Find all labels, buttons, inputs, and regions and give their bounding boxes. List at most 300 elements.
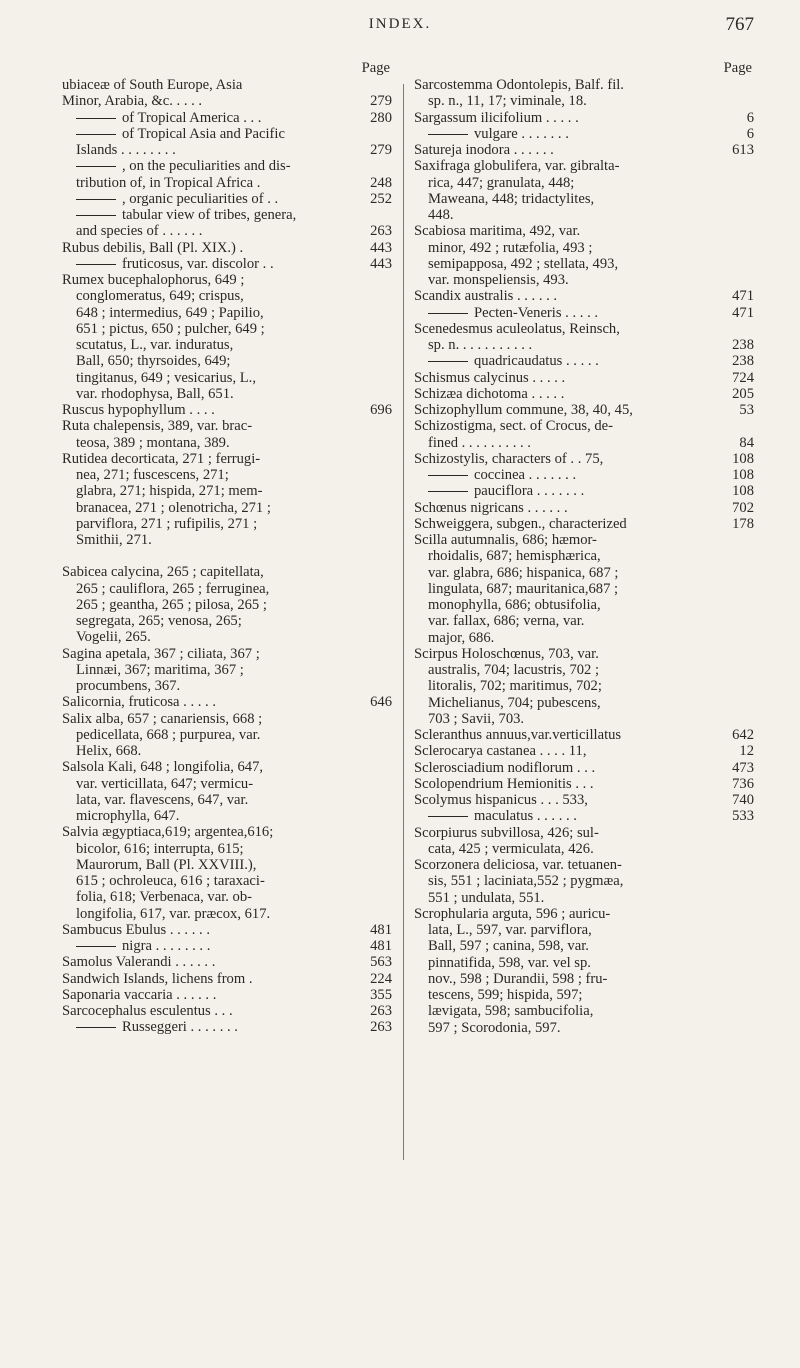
index-line	[62, 532, 392, 548]
index-entry-text: 615 ; ochroleuca, 616 ; taraxaci-	[76, 873, 265, 889]
index-line	[414, 1020, 754, 1036]
ditto-dash	[428, 361, 468, 362]
page-ref: 696	[370, 402, 392, 418]
page-ref: 355	[370, 986, 392, 1003]
index-entry-text: nigra . . . . . . . .	[122, 938, 211, 954]
index-line-text	[62, 435, 230, 451]
index-entry-text: lata, L., 597, var. parviflora,	[428, 922, 592, 938]
index-line	[414, 321, 754, 337]
page-ref: 280	[370, 109, 392, 126]
index-line	[62, 906, 392, 922]
index-line	[62, 256, 392, 272]
index-line-text	[414, 321, 620, 337]
page-ref: 471	[732, 304, 754, 321]
index-line-text	[414, 337, 532, 353]
index-line-text	[414, 77, 624, 93]
index-entry-text: monophylla, 686; obtusifolia,	[428, 597, 601, 613]
index-line-text	[414, 1003, 593, 1019]
index-line	[62, 759, 392, 775]
index-line	[414, 142, 754, 158]
index-line-text	[414, 467, 576, 483]
index-line-text	[414, 305, 598, 321]
index-line	[62, 223, 392, 239]
index-entry-text: Scandix australis . . . . . .	[414, 288, 558, 305]
index-line-text	[414, 776, 594, 792]
index-line	[414, 483, 754, 499]
column-divider	[403, 84, 404, 1160]
index-entry-text: scutatus, L., var. induratus,	[76, 337, 234, 353]
page-ref: 205	[732, 385, 754, 402]
page-ref: 238	[732, 353, 754, 370]
index-line	[62, 1003, 392, 1019]
index-entry-text: branacea, 271 ; olenotricha, 271 ;	[76, 499, 271, 516]
index-line	[414, 353, 754, 369]
index-entry-text: quadricaudatus . . . . .	[474, 353, 599, 370]
index-line	[414, 288, 754, 304]
index-line-text	[62, 564, 264, 580]
index-line	[62, 500, 392, 516]
index-entry-text: teosa, 389 ; montana, 389.	[76, 434, 230, 451]
index-entry-text: procumbens, 367.	[76, 678, 181, 694]
index-entry-text: Ruscus hypophyllum . . . .	[62, 402, 215, 418]
index-line	[62, 613, 392, 629]
index-entry-text: lingulata, 687; mauritanica,687 ;	[428, 580, 619, 597]
index-line	[414, 158, 754, 174]
index-line-text	[62, 207, 296, 223]
index-line	[62, 337, 392, 353]
index-line	[62, 873, 392, 889]
page-ref: 53	[739, 402, 754, 418]
index-line-text	[414, 418, 613, 434]
index-line-text	[62, 824, 273, 840]
index-entry-text: Rubus debilis, Ball (Pl. XIX.) .	[62, 239, 244, 256]
running-header	[0, 14, 800, 42]
index-line-text	[62, 727, 260, 743]
index-line-text	[62, 776, 253, 792]
index-line	[62, 207, 392, 223]
index-entry-text: coccinea . . . . . . .	[474, 467, 577, 483]
page-ref: 533	[732, 808, 754, 825]
index-entry-text: Rutidea decorticata, 271 ; ferrugi-	[62, 450, 261, 467]
index-line-text	[62, 337, 233, 353]
index-line-text	[414, 483, 584, 499]
index-line-text	[62, 77, 242, 93]
index-line	[414, 646, 754, 662]
page-ref: 238	[732, 337, 754, 353]
index-entry-text: Scorzonera deliciosa, var. tetuanen-	[414, 857, 622, 873]
index-line	[62, 126, 392, 142]
index-line	[62, 743, 392, 759]
index-entry-text: 703 ; Savii, 703.	[428, 710, 525, 727]
index-line	[414, 792, 754, 808]
page-ref: 740	[732, 792, 754, 808]
index-entry-text: Maweana, 448; tridactylites,	[428, 190, 595, 207]
page-ref: 473	[732, 759, 754, 776]
index-line-text	[62, 1019, 238, 1035]
index-line-text	[62, 370, 256, 386]
index-entry-text: Michelianus, 704; pubescens,	[428, 694, 601, 711]
index-entry-text: longifolia, 617, var. præcox, 617.	[76, 905, 271, 922]
index-entry-text: Smithii, 271.	[76, 532, 152, 548]
index-line-text	[62, 597, 267, 613]
index-entry-text: var. verticillata, 647; vermicu-	[76, 775, 254, 792]
index-line-text	[62, 223, 202, 239]
index-line	[414, 565, 754, 581]
index-line-text	[414, 256, 618, 272]
index-line	[62, 418, 392, 434]
index-entry-text: lata, var. flavescens, 647, var.	[76, 791, 249, 808]
index-line-text	[414, 727, 621, 743]
index-entry-text: and species of . . . . . .	[76, 223, 203, 240]
index-line	[414, 695, 754, 711]
index-entry-text: litoralis, 702; maritimus, 702;	[428, 678, 602, 695]
index-line-text	[414, 158, 619, 174]
index-line-text	[62, 873, 265, 889]
index-line-text	[62, 1003, 233, 1019]
index-line-text	[414, 126, 569, 142]
index-line-text	[414, 565, 618, 581]
page-ref: 263	[370, 223, 392, 240]
index-line-text	[414, 825, 599, 841]
index-entry-text: vulgare . . . . . . .	[474, 125, 569, 142]
index-entry-text: Sargassum ilicifolium . . . . .	[414, 109, 579, 126]
index-line-text	[414, 873, 623, 889]
index-line-text	[414, 646, 599, 662]
index-line	[414, 370, 754, 386]
index-line	[62, 483, 392, 499]
running-title: INDEX.	[368, 16, 432, 32]
index-entry-text: sp. n., 11, 17; viminale, 18.	[428, 93, 587, 110]
page-ref: 279	[370, 93, 392, 110]
index-line-text	[62, 158, 291, 174]
page-ref: 642	[732, 727, 754, 743]
index-entry-text: Scolymus hispanicus . . . 533,	[414, 792, 588, 808]
page-number: 767	[725, 14, 754, 35]
index-line	[414, 971, 754, 987]
index-line-text	[62, 792, 248, 808]
index-entry-text: Scolopendrium Hemionitis . . .	[414, 775, 594, 792]
page-ref: 6	[746, 109, 754, 126]
page-ref: 481	[370, 921, 392, 938]
index-line	[414, 1003, 754, 1019]
index-column-left	[62, 56, 392, 1036]
ditto-dash	[76, 134, 116, 135]
index-line-text	[62, 971, 253, 987]
ditto-dash	[428, 491, 468, 492]
index-entry-text: Salvia ægyptiaca,619; argentea,616;	[62, 824, 274, 841]
index-line	[414, 435, 754, 451]
ditto-dash	[428, 816, 468, 817]
index-entry-text: rica, 447; granulata, 448;	[428, 174, 575, 191]
index-line	[62, 305, 392, 321]
index-entry-text: Russeggeri . . . . . . .	[122, 1019, 238, 1036]
ditto-dash	[76, 946, 116, 947]
page-ref: 471	[732, 288, 754, 305]
index-entry-text: Schizostigma, sect. of Crocus, de-	[414, 418, 613, 435]
index-entry-text: Ball, 650; thyrsoides, 649;	[76, 353, 231, 370]
index-line	[414, 532, 754, 548]
index-line-text	[414, 272, 569, 288]
index-line-text	[62, 922, 210, 938]
index-entry-text: nov., 598 ; Durandii, 598 ; fru-	[428, 970, 608, 987]
index-line-text	[62, 240, 243, 256]
index-line-text	[62, 662, 244, 678]
index-line	[62, 272, 392, 288]
index-line	[62, 841, 392, 857]
index-line-text	[62, 694, 216, 710]
index-line	[62, 889, 392, 905]
index-entry-text: Sclerosciadium nodiflorum . . .	[414, 759, 596, 776]
index-line-text	[414, 906, 610, 922]
left-entries	[62, 77, 392, 1036]
index-line-text	[62, 110, 261, 126]
index-entry-text: Saponaria vaccaria . . . . . .	[62, 986, 217, 1003]
index-line	[414, 516, 754, 532]
index-line	[414, 922, 754, 938]
index-line-text	[62, 581, 269, 597]
index-line	[414, 841, 754, 857]
index-line	[62, 597, 392, 613]
index-line	[414, 938, 754, 954]
index-line-text	[414, 743, 586, 759]
index-entry-text: minor, 492 ; rutæfolia, 493 ;	[428, 239, 593, 256]
index-line-text	[414, 581, 618, 597]
index-line	[62, 581, 392, 597]
index-line-text	[62, 272, 244, 288]
index-line	[414, 613, 754, 629]
index-line-text	[62, 857, 256, 873]
index-line	[62, 711, 392, 727]
index-entry-text: parviflora, 271 ; rufipilis, 271 ;	[76, 515, 258, 532]
index-line-text	[62, 126, 285, 142]
index-entry-text: Scrophularia arguta, 596 ; auricu-	[414, 905, 611, 922]
index-line-text	[62, 288, 244, 304]
index-line-text	[414, 191, 594, 207]
index-line	[62, 824, 392, 840]
index-line	[62, 808, 392, 824]
index-line-text	[62, 906, 270, 922]
index-line-text	[62, 532, 152, 548]
column-page-label: Page	[361, 60, 390, 76]
index-line	[414, 760, 754, 776]
index-entry-text: Sarcostemma Odontolepis, Balf. fil.	[414, 77, 624, 93]
index-entry-text: var. glabra, 686; hispanica, 687 ;	[428, 564, 619, 581]
page-ref: 178	[732, 515, 754, 532]
index-line	[62, 93, 392, 109]
ditto-dash	[76, 215, 116, 216]
index-line-text	[414, 532, 597, 548]
index-line-text	[414, 240, 592, 256]
index-entry-text: tescens, 599; hispida, 597;	[428, 987, 583, 1003]
index-entry-text: pedicellata, 668 ; purpurea, var.	[76, 726, 261, 743]
index-line	[414, 337, 754, 353]
index-line	[414, 873, 754, 889]
index-line	[414, 825, 754, 841]
index-line	[414, 727, 754, 743]
index-entry-text: pauciflora . . . . . . .	[474, 483, 585, 500]
index-line-text	[414, 792, 588, 808]
index-entry-text: lævigata, 598; sambucifolia,	[428, 1003, 594, 1020]
index-line	[414, 93, 754, 109]
index-line-text	[414, 451, 603, 467]
index-line	[414, 906, 754, 922]
index-entry-text: folia, 618; Verbenaca, var. ob-	[76, 889, 253, 906]
page-ref: 108	[732, 467, 754, 483]
index-line-text	[62, 954, 215, 970]
index-line	[62, 629, 392, 645]
index-entry-text: Sabicea calycina, 265 ; capitellata,	[62, 564, 264, 581]
index-entry-text: Linnæi, 367; maritima, 367 ;	[76, 661, 244, 678]
index-line-text	[414, 93, 587, 109]
index-line	[62, 435, 392, 451]
index-line	[414, 743, 754, 759]
index-entry-text: Scorpiurus subvillosa, 426; sul-	[414, 824, 599, 841]
index-line	[62, 353, 392, 369]
index-line-text	[414, 987, 582, 1003]
index-entry-text: Islands . . . . . . . .	[76, 142, 176, 158]
index-entry-text: Sambucus Ebulus . . . . . .	[62, 921, 210, 938]
index-line-text	[414, 841, 594, 857]
index-entry-text: Pecten-Veneris . . . . .	[474, 304, 599, 321]
index-entry-text: 448.	[428, 207, 454, 223]
index-line	[414, 175, 754, 191]
index-entry-text: var. monspeliensis, 493.	[428, 272, 569, 288]
index-line-text	[62, 678, 180, 694]
page-ref: 563	[370, 954, 392, 971]
ditto-dash	[428, 475, 468, 476]
index-line	[62, 191, 392, 207]
index-entry-text: 265 ; cauliflora, 265 ; ferruginea,	[76, 580, 270, 597]
page-ref: 252	[370, 190, 392, 207]
index-line	[414, 223, 754, 239]
index-entry-text: Maurorum, Ball (Pl. XXVIII.),	[76, 856, 257, 873]
index-entry-text: Scirpus Holoschœnus, 703, var.	[414, 645, 599, 662]
index-line	[62, 288, 392, 304]
index-entry-text: Scabiosa maritima, 492, var.	[414, 223, 581, 240]
index-entry-text: Samolus Valerandi . . . . . .	[62, 954, 216, 971]
index-line	[62, 516, 392, 532]
index-line	[414, 857, 754, 873]
index-line-text	[62, 759, 263, 775]
index-line	[414, 386, 754, 402]
index-entry-text: Salix alba, 657 ; canariensis, 668 ;	[62, 710, 263, 727]
page-ref: 443	[370, 255, 392, 272]
index-entry-text: , on the peculiarities and dis-	[122, 158, 291, 175]
index-line-text	[414, 370, 565, 386]
index-entry-text: maculatus . . . . . .	[474, 808, 577, 825]
index-entry-text: microphylla, 647.	[76, 808, 180, 824]
page-ref: 481	[370, 938, 392, 954]
index-entry-text: ubiaceæ of South Europe, Asia	[62, 77, 243, 93]
index-line-text	[62, 191, 278, 207]
index-entry-text: conglomeratus, 649; crispus,	[76, 288, 244, 305]
index-line	[62, 776, 392, 792]
index-line-text	[62, 483, 262, 499]
index-line	[414, 305, 754, 321]
index-line-text	[62, 500, 271, 516]
index-line-text	[62, 402, 215, 418]
page-ref: 248	[370, 174, 392, 191]
index-line	[414, 110, 754, 126]
index-entry-text: Sarcocephalus esculentus . . .	[62, 1003, 233, 1019]
index-line	[62, 77, 392, 93]
page-ref: 702	[732, 499, 754, 516]
index-entry-text: Salicornia, fruticosa . . . . .	[62, 694, 217, 711]
index-line-text	[62, 451, 260, 467]
index-entry-text: tingitanus, 649 ; vesicarius, L.,	[76, 369, 256, 386]
index-line-text	[414, 955, 591, 971]
index-entry-text: Schizostylis, characters of . . 75,	[414, 450, 604, 467]
index-line-text	[414, 223, 580, 239]
index-line	[62, 386, 392, 402]
index-entry-text: Scilla autumnalis, 686; hæmor-	[414, 532, 597, 548]
index-entry-text: 651 ; pictus, 650 ; pulcher, 649 ;	[76, 320, 265, 337]
index-line-text	[62, 646, 260, 662]
index-line-text	[414, 890, 544, 906]
index-line-text	[62, 889, 252, 905]
index-line-text	[414, 597, 601, 613]
index-entry-text: Satureja inodora . . . . . .	[414, 142, 554, 158]
index-entry-text: Vogelii, 265.	[76, 629, 151, 646]
index-entry-text: bicolor, 616; interrupta, 615;	[76, 840, 244, 857]
index-line-text	[62, 613, 242, 629]
right-entries	[414, 77, 754, 1036]
index-entry-text: semipapposa, 492 ; stellata, 493,	[428, 255, 619, 272]
page-ref: 613	[732, 142, 754, 158]
index-entry-text: australis, 704; lacustris, 702 ;	[428, 662, 600, 678]
index-line-text	[414, 760, 595, 776]
index-entry-text: Saxifraga globulifera, var. gibralta-	[414, 158, 620, 175]
index-line-text	[414, 711, 524, 727]
index-line-text	[414, 548, 601, 564]
index-line-text	[62, 305, 264, 321]
index-line	[414, 548, 754, 564]
index-entry-text: nea, 271; fuscescens, 271;	[76, 467, 229, 483]
index-entry-text: pinnatifida, 598, var. vel sp.	[428, 954, 591, 971]
index-line-text	[414, 175, 574, 191]
index-line-text	[414, 1020, 561, 1036]
index-column-right	[414, 56, 754, 1036]
index-line-text	[62, 467, 229, 483]
page-ref: 84	[739, 434, 754, 451]
index-line	[414, 256, 754, 272]
page-ref: 263	[370, 1003, 392, 1019]
index-line	[414, 678, 754, 694]
index-entry-text: Schizæa dichotoma . . . . .	[414, 385, 565, 402]
index-line	[414, 776, 754, 792]
ditto-dash	[76, 118, 116, 119]
index-line-text	[62, 256, 274, 272]
index-line-text	[62, 353, 230, 369]
index-line	[62, 662, 392, 678]
index-line	[62, 971, 392, 987]
index-line	[414, 451, 754, 467]
index-line	[414, 126, 754, 142]
ditto-dash	[76, 1027, 116, 1028]
index-line-text	[414, 207, 454, 223]
index-line-text	[62, 711, 262, 727]
index-line-text	[414, 435, 531, 451]
index-line-text	[62, 841, 244, 857]
index-line	[414, 207, 754, 223]
index-entry-text: major, 686.	[428, 629, 495, 646]
page-ref: 12	[739, 743, 754, 760]
index-entry-text: , organic peculiarities of . .	[122, 190, 279, 207]
index-line	[62, 1019, 392, 1035]
index-line	[62, 678, 392, 694]
index-entry-text: Ball, 597 ; canina, 598, var.	[428, 938, 589, 955]
index-entry-text: var. rhodophysa, Ball, 651.	[76, 385, 234, 402]
